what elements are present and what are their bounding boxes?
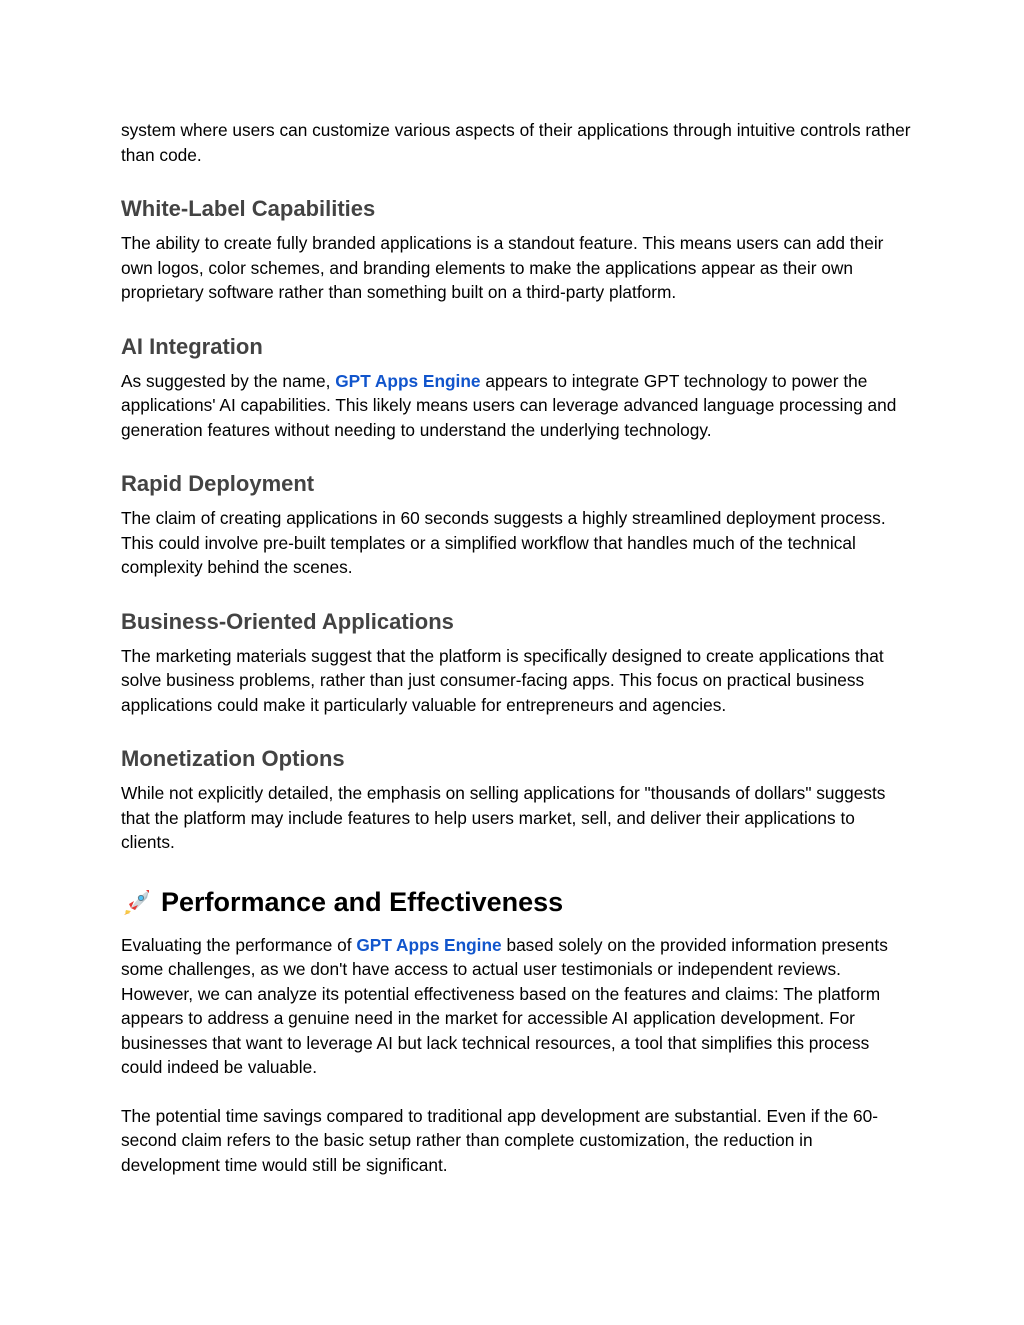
- gpt-apps-engine-link[interactable]: GPT Apps Engine: [335, 370, 481, 391]
- performance-paragraph-1: [121, 933, 911, 1080]
- performance-heading: [121, 885, 911, 919]
- performance-paragraph-2: The potential time savings compared to traditional app development are substantial. Even if the 60-second claim refers to the basic setup rather than complete customization, the reduction in development time would still be significant.: [121, 1105, 878, 1175]
- intro-paragraph: system where users can customize various aspects of their applications through intuitive controls rather than code.: [121, 120, 911, 165]
- section-heading-ai-integration: AI Integration: [121, 333, 263, 359]
- text: based solely on the provided information presents some challenges, as we don't have access to actual user testimonials or independent reviews. However, we can analyze its potential effectiveness based on the features and claims: The platform appears to address a genuine need in the market for accessible AI application development. For businesses that want to leverage AI but lack technical resources, a tool that simplifies this process could indeed be valuable.: [121, 934, 888, 1077]
- section-body-white-label: The ability to create fully branded applications is a standout feature. This means users can add their own logos, color schemes, and branding elements to make the applications appear as their own proprietary software rather than something built on a third-party platform.: [121, 233, 884, 302]
- section-body-ai-integration: [121, 369, 911, 443]
- section-body-monetization: While not explicitly detailed, the emphasis on selling applications for "thousands of dollars" suggests that the platform may include features to help users market, sell, and deliver their applications to clients.: [121, 783, 886, 852]
- section-heading-monetization: Monetization Options: [121, 746, 345, 771]
- text: appears to integrate GPT technology to power the applications' AI capabilities. This likely means users can leverage advanced language processing and generation features without needing to understand the underlying technology.: [121, 370, 897, 440]
- rocket-icon: [121, 886, 153, 918]
- section-heading-rapid-deployment: Rapid Deployment: [121, 471, 315, 496]
- gpt-apps-engine-link[interactable]: GPT Apps Engine: [356, 934, 502, 955]
- section-body-business-oriented: The marketing materials suggest that the platform is specifically designed to create applications that solve business problems, rather than just consumer-facing apps. This focus on practical business applications could make it particularly valuable for entrepreneurs and agencies.: [121, 645, 884, 715]
- section-heading-business-oriented: Business-Oriented Applications: [121, 608, 454, 634]
- text: Evaluating the performance of: [121, 934, 357, 955]
- performance-heading-text: Performance and Effectiveness: [161, 886, 564, 917]
- section-heading-white-label: White-Label Capabilities: [121, 196, 376, 221]
- section-body-rapid-deployment: The claim of creating applications in 60 seconds suggests a highly streamlined deployment process. This could involve pre-built templates or a simplified workflow that handles much of the technical complexity behind the scenes.: [121, 508, 886, 577]
- document-page: [121, 118, 911, 1177]
- text: As suggested by the name,: [121, 370, 336, 391]
